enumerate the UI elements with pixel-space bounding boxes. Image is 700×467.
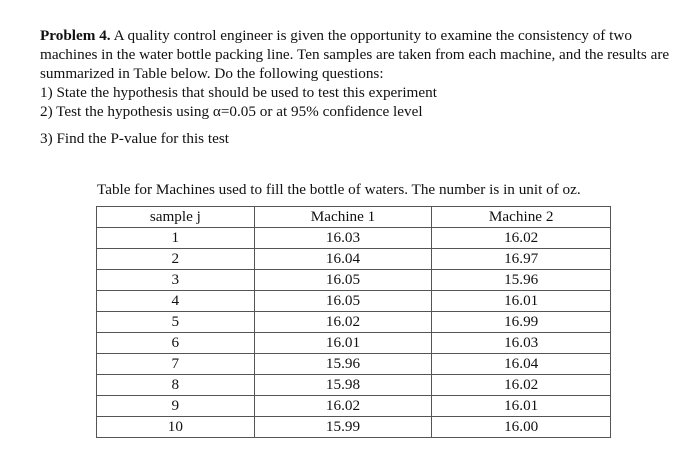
question-1: 1) State the hypothesis that should be used to test this experiment [40, 84, 437, 101]
cell-machine-1: 16.01 [254, 333, 432, 354]
table-row [97, 270, 611, 291]
table-row [97, 333, 611, 354]
table-row [97, 291, 611, 312]
table-row [97, 396, 611, 417]
cell-sample: 6 [97, 333, 255, 354]
machines-table [96, 206, 611, 438]
cell-machine-1: 16.05 [254, 291, 432, 312]
cell-sample: 10 [97, 417, 255, 438]
cell-machine-2: 16.02 [432, 375, 611, 396]
table-row [97, 228, 611, 249]
cell-sample: 7 [97, 354, 255, 375]
cell-sample: 2 [97, 249, 255, 270]
problem-intro-paragraph [40, 26, 680, 83]
cell-sample: 5 [97, 312, 255, 333]
question-3: 3) Find the P-value for this test [40, 130, 229, 147]
table-row [97, 375, 611, 396]
cell-machine-2: 16.99 [432, 312, 611, 333]
problem-statement [40, 26, 680, 148]
cell-machine-2: 16.01 [432, 396, 611, 417]
cell-sample: 3 [97, 270, 255, 291]
cell-machine-1: 16.03 [254, 228, 432, 249]
cell-machine-1: 16.02 [254, 396, 432, 417]
table-caption: Table for Machines used to fill the bottle of waters. The number is in unit of oz. [97, 181, 581, 198]
cell-machine-2: 15.96 [432, 270, 611, 291]
cell-machine-2: 16.00 [432, 417, 611, 438]
problem-intro: A quality control engineer is given the opportunity to examine the consistency of two machines in the water bottle packing line. Ten samples are taken from each machine, and the results are summarized in Table below. Do the following questions: [40, 27, 670, 82]
question-2: 2) Test the hypothesis using α=0.05 or at 95% confidence level [40, 103, 423, 120]
cell-machine-1: 15.98 [254, 375, 432, 396]
cell-machine-1: 16.04 [254, 249, 432, 270]
cell-machine-2: 16.02 [432, 228, 611, 249]
cell-machine-2: 16.97 [432, 249, 611, 270]
header-machine-2: Machine 2 [432, 207, 611, 228]
cell-machine-2: 16.04 [432, 354, 611, 375]
table-header-row [97, 207, 611, 228]
table-row [97, 249, 611, 270]
question-list [40, 83, 680, 148]
problem-label: Problem 4. [40, 27, 111, 44]
table-row [97, 417, 611, 438]
header-machine-1: Machine 1 [254, 207, 432, 228]
cell-sample: 8 [97, 375, 255, 396]
cell-sample: 4 [97, 291, 255, 312]
cell-machine-1: 16.05 [254, 270, 432, 291]
header-sample: sample j [97, 207, 255, 228]
cell-machine-1: 15.96 [254, 354, 432, 375]
cell-machine-2: 16.03 [432, 333, 611, 354]
cell-machine-1: 15.99 [254, 417, 432, 438]
cell-machine-2: 16.01 [432, 291, 611, 312]
table-row [97, 354, 611, 375]
cell-sample: 9 [97, 396, 255, 417]
table-row [97, 312, 611, 333]
cell-sample: 1 [97, 228, 255, 249]
cell-machine-1: 16.02 [254, 312, 432, 333]
